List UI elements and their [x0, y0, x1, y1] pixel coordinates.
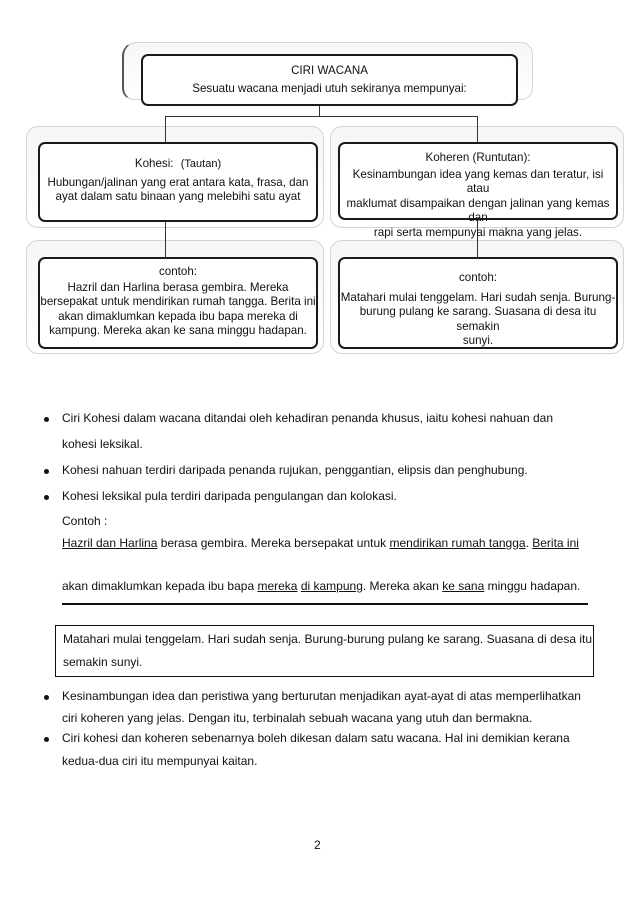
- page-number: 2: [314, 838, 321, 852]
- connector-horizontal: [165, 116, 478, 117]
- underlined-phrase: di kampung: [300, 579, 363, 593]
- contoh-label: Contoh :: [62, 514, 108, 528]
- underlined-phrase: Hazril dan Harlina: [62, 536, 158, 550]
- kohesi-example-box: [38, 257, 318, 349]
- connector-top-down: [319, 105, 320, 116]
- koheren-line: maklumat disampaikan dengan jalinan yang kemas dan: [346, 196, 610, 225]
- example-line: Hazril dan Harlina berasa gembira. Mereka: [67, 280, 289, 294]
- kohesi-heading: Kohesi:: [134, 157, 174, 170]
- connector-left-example: [165, 221, 166, 257]
- plain-text: minggu hadapan.: [484, 579, 581, 593]
- bullet-dot: [44, 469, 49, 474]
- plain-text: .: [525, 536, 533, 550]
- bullet-dot: [44, 417, 49, 422]
- example-sentence-2: [62, 579, 580, 593]
- example-line: burung pulang ke sarang. Suasana di desa itu semakin: [359, 305, 597, 333]
- bullet-ciri-text-cont: kedua-dua ciri itu mempunyai kaitan.: [62, 754, 258, 768]
- ciri-wacana-box: [141, 54, 518, 106]
- bullet-kesinambungan-text-cont: ciri koheren yang jelas. Dengan itu, terbinalah sebuah wacana yang utuh dan bermakna.: [62, 711, 533, 725]
- bullet-nahuan-text: Kohesi nahuan terdiri daripada penanda rujukan, penggantian, elipsis dan penghubung.: [62, 463, 528, 477]
- koheren-example-frame: [55, 625, 594, 677]
- bullet-kohesi-text: Ciri Kohesi dalam wacana ditandai oleh kehadiran penanda khusus, iaitu kohesi nahuan dan: [62, 411, 554, 425]
- kohesi-line: Hubungan/jalinan yang erat antara kata, frasa, dan: [47, 175, 309, 189]
- bullet-kesinambungan-text: Kesinambungan idea dan peristiwa yang berturutan menjadikan ayat-ayat di atas memperlihatkan: [62, 689, 581, 703]
- frame-line: semakin sunyi.: [63, 655, 143, 669]
- koheren-line: Kesinambungan idea yang kemas dan teratur, isi atau: [352, 167, 604, 196]
- example-line: akan dimaklumkan kepada ibu bapa mereka di: [58, 309, 298, 323]
- example-line: Matahari mulai tenggelam. Hari sudah senja. Burung-: [340, 290, 616, 304]
- bullet-dot: [44, 737, 49, 742]
- bullet-leksikal-text: Kohesi leksikal pula terdiri daripada pengulangan dan kolokasi.: [62, 489, 397, 503]
- bullet-dot: [44, 695, 49, 700]
- bullet-ciri-text: Ciri kohesi dan koheren sebenarnya boleh dikesan dalam satu wacana. Hal ini demikian kerana: [62, 731, 570, 745]
- connector-right-down: [477, 116, 478, 142]
- connector-left-down: [165, 116, 166, 142]
- underlined-phrase: Berita ini: [532, 536, 579, 550]
- bullet-kohesi-text-cont: kohesi leksikal.: [62, 437, 143, 451]
- underlined-phrase: ke sana: [442, 579, 485, 593]
- kohesi-box: [38, 142, 318, 222]
- kohesi-heading-row: [40, 157, 316, 172]
- kohesi-line: ayat dalam satu binaan yang melebihi satu ayat: [55, 190, 301, 204]
- example-line: sunyi.: [462, 334, 494, 348]
- section-divider: [62, 603, 588, 605]
- koheren-heading: Koheren (Runtutan):: [425, 151, 531, 164]
- koheren-box: [338, 142, 618, 239]
- frame-line: Matahari mulai tenggelam. Hari sudah senja. Burung-burung pulang ke sarang. Suasana di desa itu: [63, 632, 592, 646]
- tautan-label: (Tautan): [180, 158, 222, 170]
- bullet-dot: [44, 495, 49, 500]
- example-line: bersepakat untuk mendirikan rumah tangga. Berita ini: [40, 295, 316, 309]
- plain-text: akan dimaklumkan kepada ibu bapa: [62, 579, 258, 593]
- koheren-example-box: [338, 257, 618, 349]
- example-sentence-1: [62, 536, 579, 550]
- ciri-wacana-subtitle: Sesuatu wacana menjadi utuh sekiranya mempunyai:: [192, 81, 467, 95]
- plain-text: . Mereka akan: [362, 579, 443, 593]
- example-heading: contoh:: [158, 265, 198, 278]
- example-line: kampung. Mereka akan ke sana minggu hadapan.: [49, 324, 307, 338]
- ciri-wacana-title: CIRI WACANA: [291, 64, 368, 77]
- koheren-line: rapi serta mempunyai makna yang jelas.: [373, 225, 583, 239]
- plain-text: berasa gembira. Mereka bersepakat untuk: [157, 536, 390, 550]
- underlined-phrase: mereka: [257, 579, 298, 593]
- underlined-phrase: mendirikan rumah tangga: [389, 536, 526, 550]
- example-heading: contoh:: [458, 271, 498, 284]
